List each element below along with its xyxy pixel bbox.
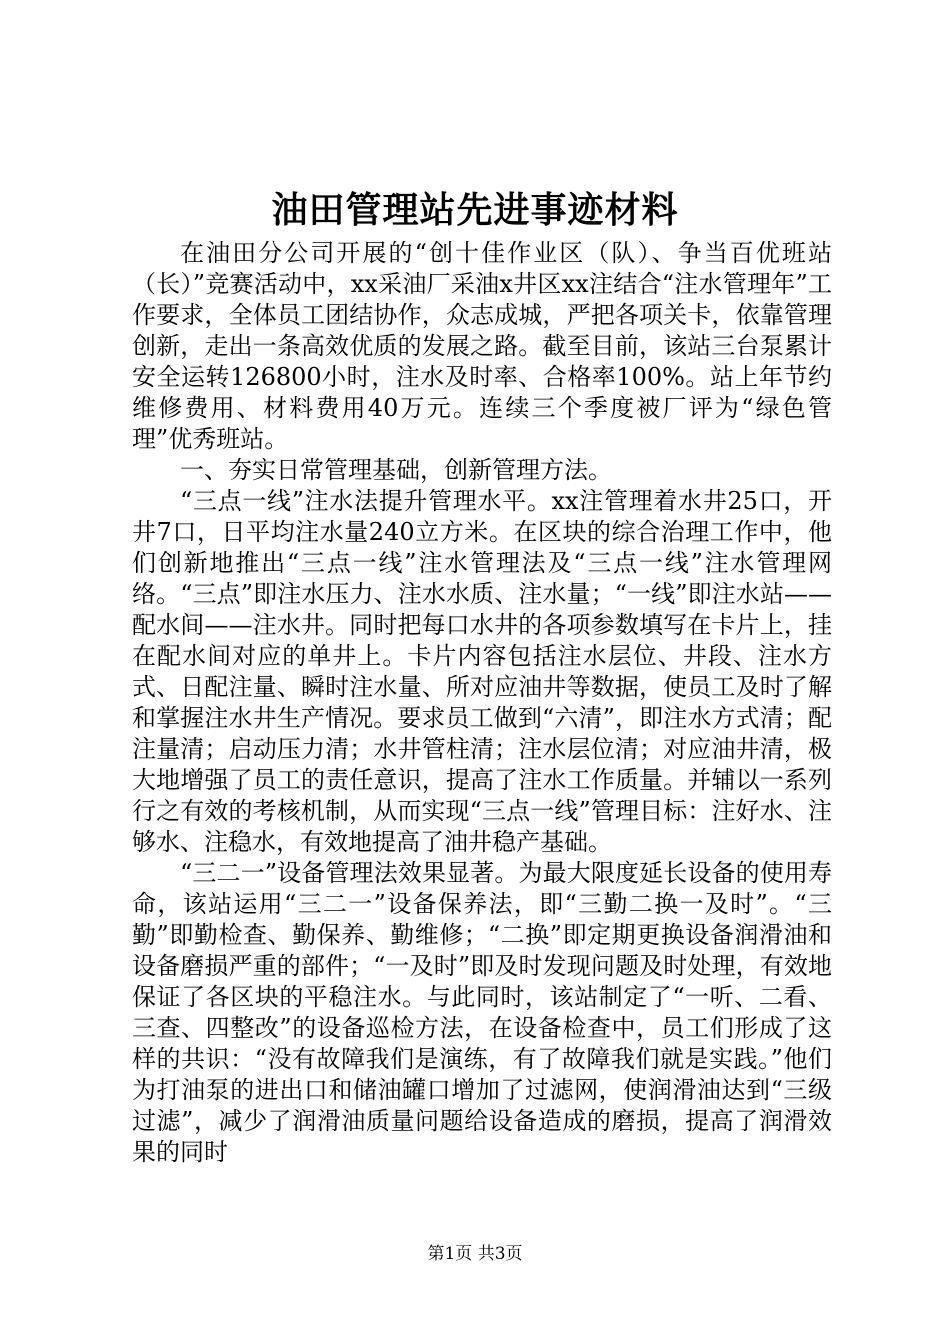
paragraph-water-injection: “三点一线”注水法提升管理水平。xx注管理着水井25口，开井7口，日平均注水量240立方米。在区块的综合治理工作中，他们创新地推出“三点一线”注水管理法及“三点一线”注水管理网络。“三点”即注水压力、注水水质、注水量；“一线”即注水站——配水间——注水井。同时把每口水井的各项参数填写在卡片上，挂在配水间对应的单井上。卡片内容包括注水层位、井段、注水方式、日配注量、瞬时注水量、所对应油井等数据，使员工及时了解和掌握注水井生产情况。要求员工做到“六清”，即注水方式清；配注量清；启动压力清；水井管柱清；注水层位清；对应油井清，极大地增强了员工的责任意识，提高了注水工作质量。并辅以一系列行之有效的考核机制，从而实现“三点一线”管理目标：注好水、注够水、注稳水，有效地提高了油井稳产基础。 bbox=[132, 487, 832, 856]
page-number: 第1页 共3页 bbox=[427, 1244, 523, 1264]
paragraph-intro: 在油田分公司开展的“创十佳作业区（队）、争当百优班站（长）”竞赛活动中，xx采油厂采油x井区xx注结合“注水管理年”工作要求，全体员工团结协作，众志成城，严把各项关卡，依靠管理创新，走出一条高效优质的发展之路。截至目前，该站三台泵累计安全运转126800小时，注水及时率、合格率100%。站上年节约维修费用、材料费用40万元。连续三个季度被厂评为“绿色管理”优秀班站。 bbox=[132, 239, 832, 453]
document-body bbox=[132, 238, 832, 1168]
paragraph-equipment: “三二一”设备管理法效果显著。为最大限度延长设备的使用寿命，该站运用“三二一”设备保养法，即“三勤二换一及时”。“三勤”即勤检查、勤保养、勤维修；“二换”即定期更换设备润滑油和设备磨损严重的部件；“一及时”即及时发现问题及时处理，有效地保证了各区块的平稳注水。与此同时，该站制定了“一听、二看、三查、四整改”的设备巡检方法，在设备检查中，员工们形成了这样的共识：“没有故障我们是演练，有了故障我们就是实践。”他们为打油泵的进出口和储油罐口增加了过滤网，使润滑油达到“三级过滤”，减少了润滑油质量问题给设备造成的磨损，提高了润滑效果的同时 bbox=[132, 859, 832, 1166]
section-heading-1: 一、夯实日常管理基础，创新管理方法。 bbox=[180, 456, 612, 484]
document-title: 油田管理站先进事迹材料 bbox=[271, 189, 679, 231]
